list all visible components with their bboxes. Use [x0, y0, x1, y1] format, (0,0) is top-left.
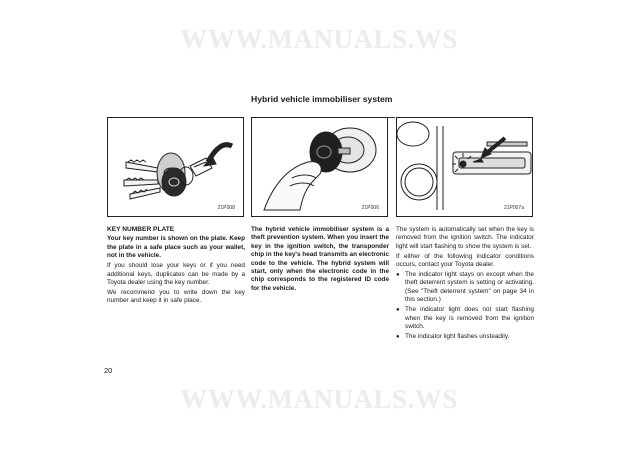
middle-column — [251, 226, 389, 295]
left-paragraph-1: If you should lose your keys or if you need additional keys, duplicates can be made by a Toyota dealer using the key number. — [107, 262, 245, 286]
indicator-conditions-list — [396, 271, 534, 341]
figure-code: 21P008 — [217, 205, 235, 211]
watermark-top: WWW.MANUALS.WS — [180, 24, 458, 54]
key-number-plate-heading: KEY NUMBER PLATE — [107, 226, 175, 233]
section-title: Hybrid vehicle immobiliser system — [251, 94, 393, 104]
ignition-illustration — [252, 118, 388, 217]
list-item: ● The indicator light stays on except when the theft deterrent system is setting or activating. (See "Theft deterrent system" on page 34 in this section.) — [396, 271, 534, 305]
list-item: ● The indicator light does not start flashing when the key is removed from the ignition switch. — [396, 306, 534, 331]
left-paragraph-2: We recommend you to write down the key number and keep it in safe place. — [107, 288, 245, 305]
key-number-warning: Your key number is shown on the plate. Keep the plate in a safe place such as your wallet, not in the vehicle. — [107, 235, 245, 260]
right-paragraph-2: If either of the following indicator conditions occurs, contact your Toyota dealer. — [396, 252, 534, 269]
keys-illustration — [108, 118, 244, 217]
left-column — [107, 226, 245, 307]
watermark-bottom: WWW.MANUALS.WS — [180, 384, 458, 414]
figure-code: 21P007a — [503, 205, 524, 211]
figure-code: 21P006 — [361, 205, 379, 211]
figure-keys — [107, 117, 244, 217]
immobiliser-description: The hybrid vehicle immobiliser system is a theft prevention system. When you insert the key in the ignition switch, the transponder chip in the key's head transmits an electronic code to the vehicle. The hybrid system will start, only when the electronic code in the chip corresponds to the registered ID code for the vehicle. — [251, 226, 389, 292]
indicator-illustration — [397, 118, 533, 217]
figure-indicator — [396, 117, 533, 217]
figure-ignition — [251, 117, 388, 217]
right-paragraph-1: The system is automatically set when the key is removed from the ignition switch. The indicator light will start flashing to show the system is set. — [396, 226, 534, 250]
right-column — [396, 226, 534, 343]
list-item: ● The indicator light flashes unsteadily. — [396, 333, 534, 341]
page-number: 20 — [104, 366, 113, 375]
